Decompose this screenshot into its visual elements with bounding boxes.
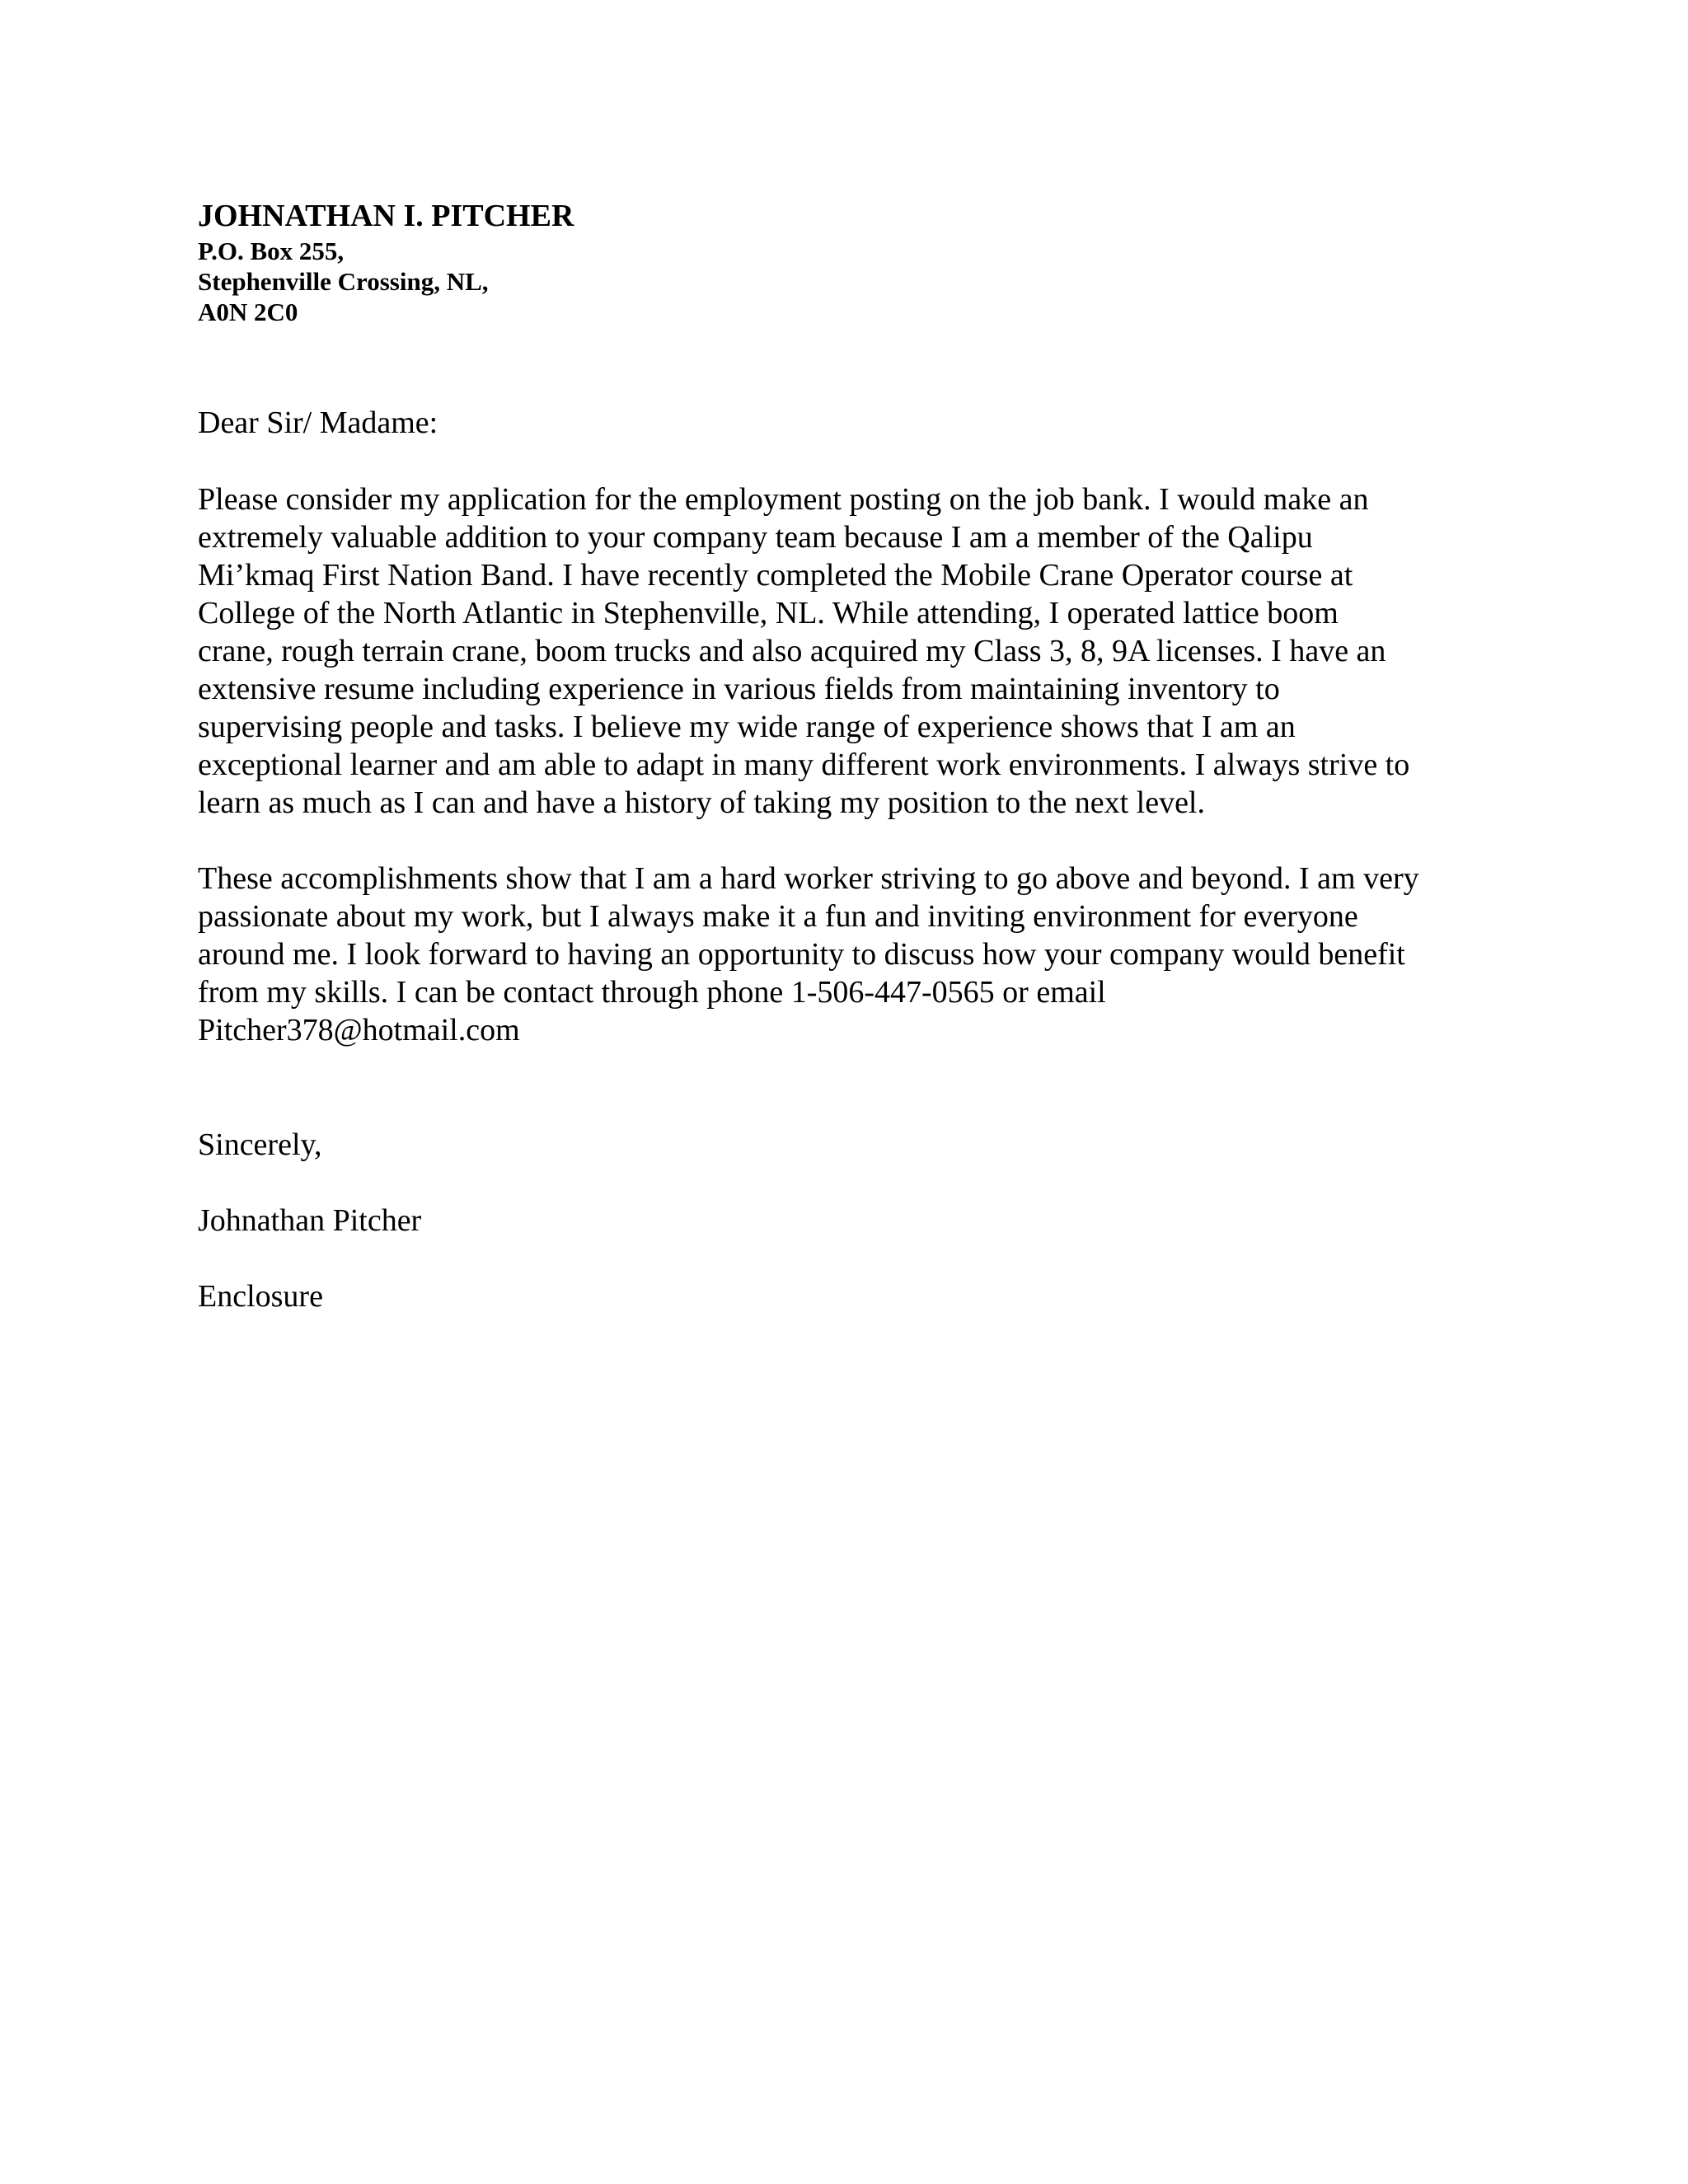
paragraph-line: exceptional learner and am able to adapt in many different work environments. I always strive to bbox=[198, 748, 1410, 782]
body-paragraph-1 bbox=[198, 480, 1409, 822]
paragraph-line: around me. I look forward to having an opportunity to discuss how your company would benefit bbox=[198, 937, 1405, 972]
paragraph-line: passionate about my work, but I always make it a fun and inviting environment for everyone bbox=[198, 899, 1358, 934]
address-line: A0N 2C0 bbox=[198, 298, 298, 326]
cover-letter bbox=[198, 196, 1517, 1314]
paragraph-line: supervising people and tasks. I believe my wide range of experience shows that I am an bbox=[198, 710, 1296, 744]
body-paragraph-2 bbox=[198, 860, 1419, 1049]
paragraph-line: crane, rough terrain crane, boom trucks and also acquired my Class 3, 8, 9A licenses. I have an bbox=[198, 634, 1386, 668]
enclosure-note: Enclosure bbox=[198, 1279, 323, 1314]
salutation: Dear Sir/ Madame: bbox=[198, 405, 438, 440]
signature-name: Johnathan Pitcher bbox=[198, 1203, 422, 1238]
paragraph-line: These accomplishments show that I am a hard worker striving to go above and beyond. I am very bbox=[198, 861, 1419, 896]
paragraph-line: Mi’kmaq First Nation Band. I have recently completed the Mobile Crane Operator course at bbox=[198, 558, 1353, 593]
address-line: P.O. Box 255, bbox=[198, 237, 345, 265]
paragraph-line: extensive resume including experience in various fields from maintaining inventory to bbox=[198, 672, 1280, 706]
sender-block bbox=[198, 196, 1517, 327]
sender-address bbox=[198, 236, 1517, 327]
sender-name: JOHNATHAN I. PITCHER bbox=[198, 199, 574, 233]
paragraph-line: Pitcher378@hotmail.com bbox=[198, 1013, 520, 1047]
paragraph-line: from my skills. I can be contact through phone 1-506-447-0565 or email bbox=[198, 975, 1106, 1010]
paragraph-line: Please consider my application for the employment posting on the job bank. I would make an bbox=[198, 482, 1369, 517]
paragraph-line: learn as much as I can and have a history of taking my position to the next level. bbox=[198, 785, 1205, 820]
paragraph-line: College of the North Atlantic in Stephenville, NL. While attending, I operated lattice boom bbox=[198, 596, 1339, 630]
address-line: Stephenville Crossing, NL, bbox=[198, 267, 489, 296]
closing: Sincerely, bbox=[198, 1127, 322, 1162]
paragraph-line: extremely valuable addition to your company team because I am a member of the Qalipu bbox=[198, 520, 1313, 555]
